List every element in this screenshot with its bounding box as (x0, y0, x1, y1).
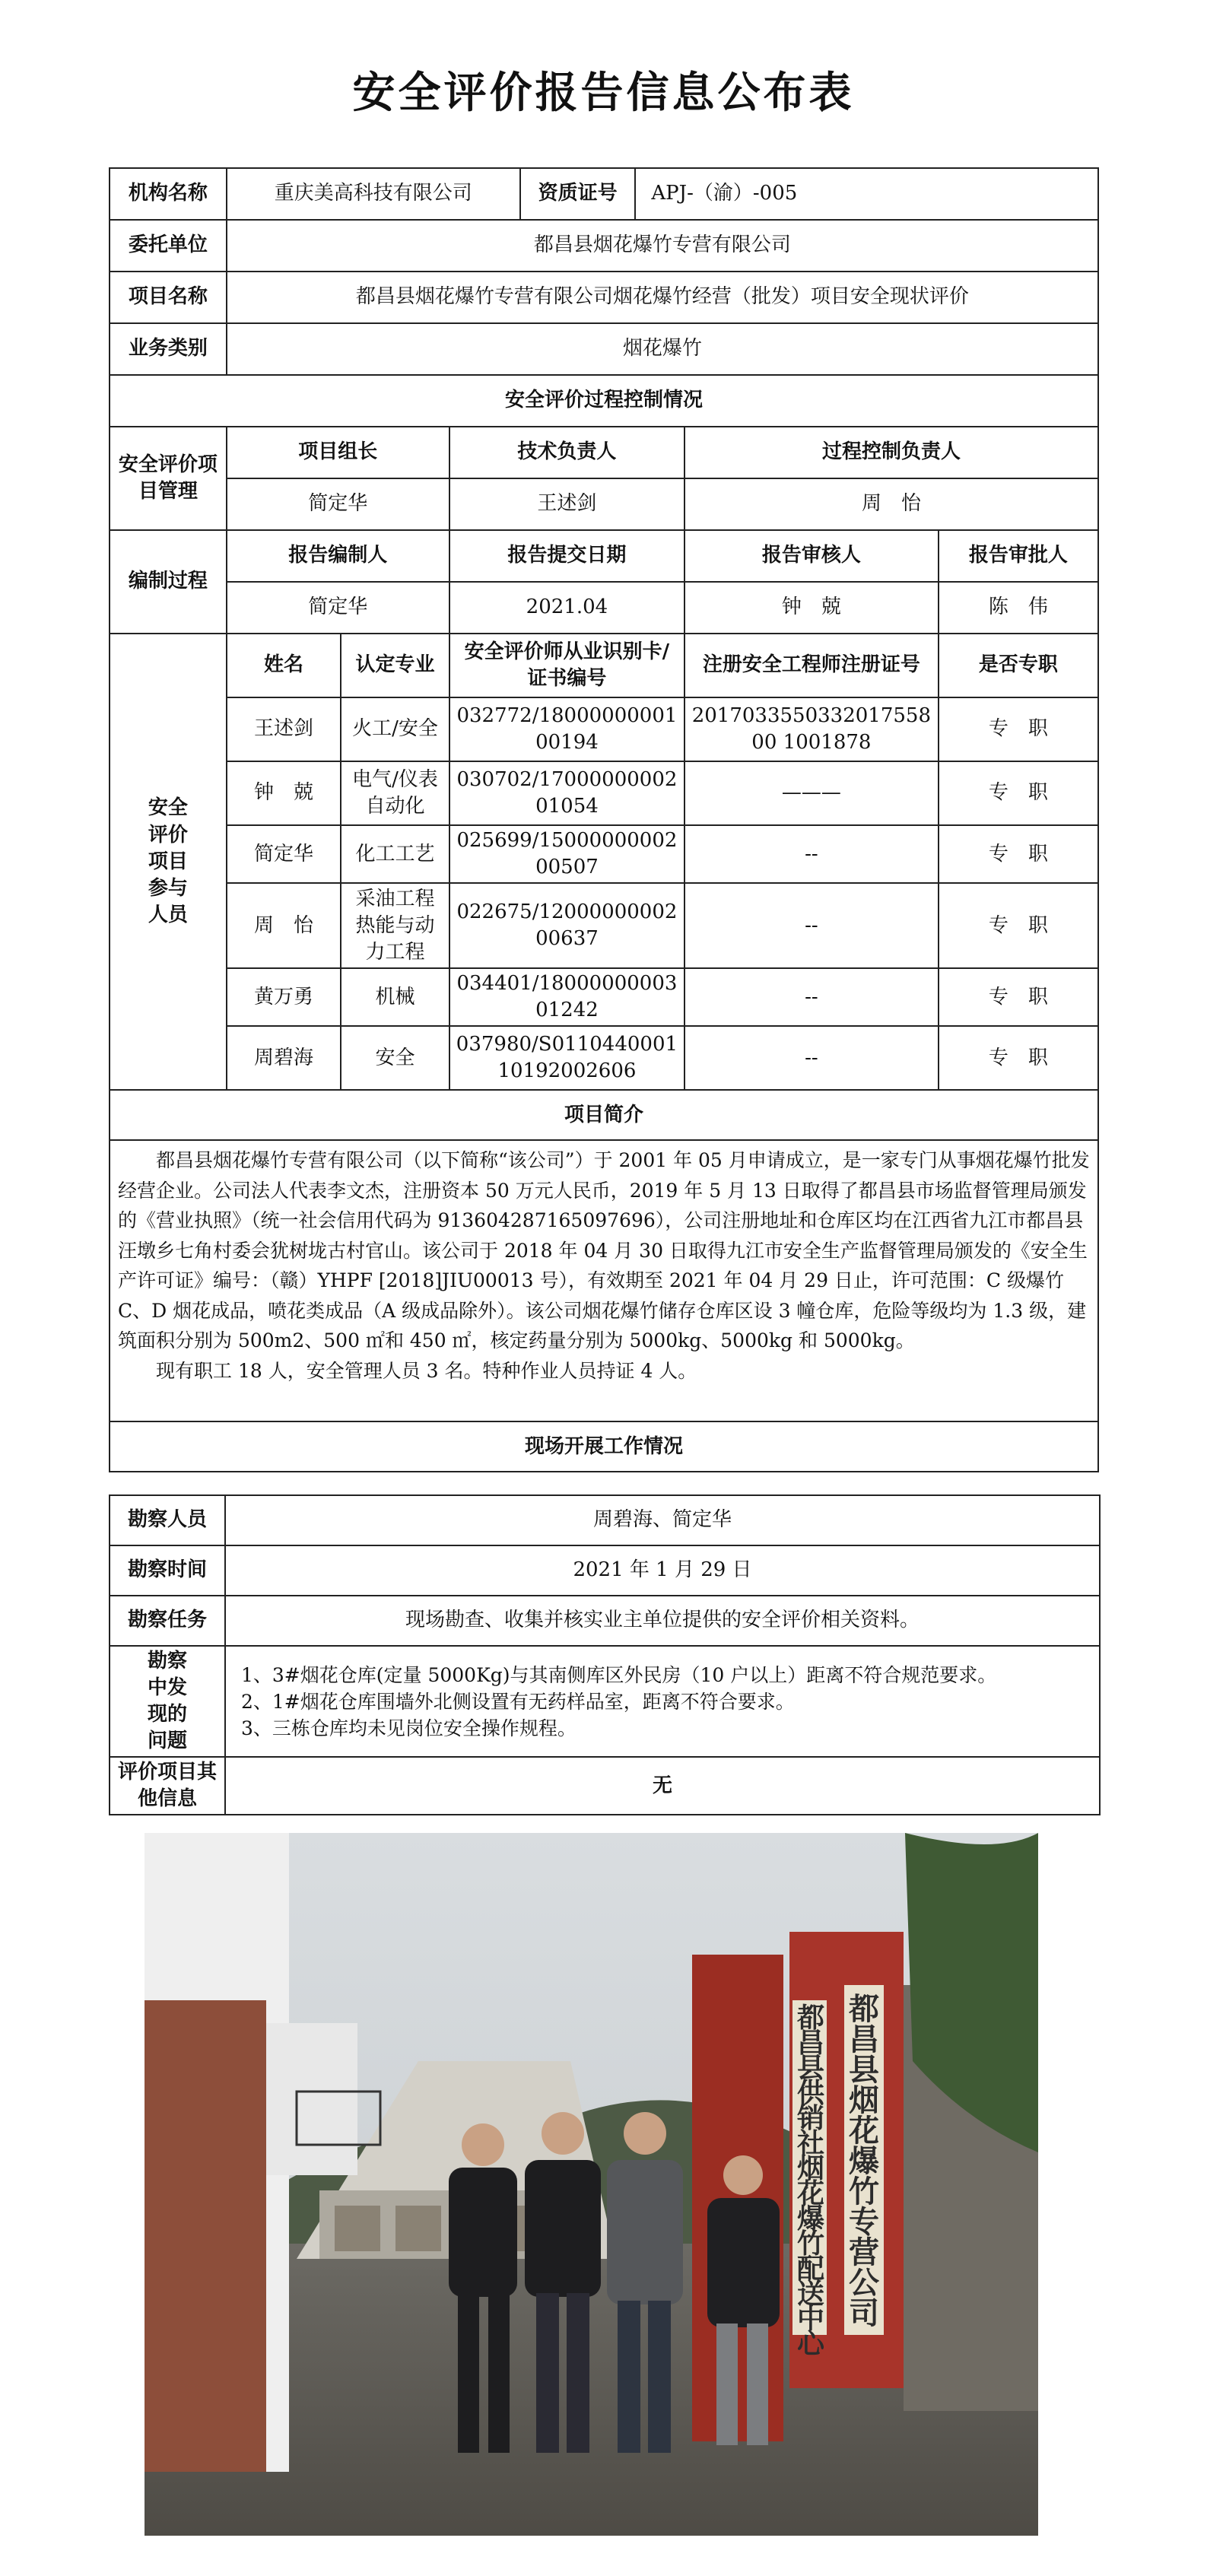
site-title: 现场开展工作情况 (110, 1421, 1098, 1472)
person-card: 034401/1800000000301242 (449, 968, 684, 1026)
client-label: 委托单位 (110, 220, 227, 272)
task-value: 现场勘查、收集并核实业主单位提供的安全评价相关资料。 (225, 1596, 1100, 1646)
compile-label: 编制过程 (110, 530, 227, 634)
control-value: 周 怡 (684, 478, 1098, 530)
reviewer-value: 钟 兢 (684, 582, 939, 634)
client-value: 都昌县烟花爆竹专营有限公司 (227, 220, 1098, 272)
person-major: 采油工程 热能与动力工程 (341, 883, 449, 968)
task-label: 勘察任务 (110, 1596, 225, 1646)
category-value: 烟花爆竹 (227, 323, 1098, 375)
person-fulltime: 专 职 (939, 968, 1098, 1026)
person-major: 电气/仪表自动化 (341, 761, 449, 825)
page-title: 安全评价报告信息公布表 (352, 68, 855, 118)
intro-title: 项目简介 (110, 1090, 1098, 1140)
issue-item: 1、3#烟花仓库(定量 5000Kg)与其南侧库区外民房（10 户以上）距离不符合规范要求。 (241, 1663, 997, 1686)
approver-header: 报告审批人 (939, 530, 1098, 582)
person-fulltime: 专 职 (939, 761, 1098, 825)
inspectors-value: 周碧海、简定华 (225, 1495, 1100, 1545)
tech-header: 技术负责人 (449, 427, 684, 478)
process-section-title: 安全评价过程控制情况 (110, 375, 1098, 427)
date-value: 2021.04 (449, 582, 684, 634)
col-card-header: 安全评价师从业识别卡/证书编号 (449, 634, 684, 697)
issues-list (225, 1646, 1100, 1757)
org-name-value: 重庆美高科技有限公司 (227, 168, 520, 220)
table-row (110, 883, 1098, 968)
person-name: 王述剑 (227, 697, 341, 761)
project-value: 都昌县烟花爆竹专营有限公司烟花爆竹经营（批发）项目安全现状评价 (227, 272, 1098, 323)
time-label: 勘察时间 (110, 1545, 225, 1596)
col-reg-header: 注册安全工程师注册证号 (684, 634, 939, 697)
person-name: 简定华 (227, 825, 341, 883)
approver-value: 陈 伟 (939, 582, 1098, 634)
other-value: 无 (225, 1757, 1100, 1815)
person-reg: -- (684, 883, 939, 968)
issue-item: 2、1#烟花仓库围墙外北侧设置有无药样品室，距离不符合要求。 (241, 1690, 795, 1713)
info-table (109, 167, 1099, 1472)
person-fulltime: 专 职 (939, 883, 1098, 968)
intro-paragraph: 都昌县烟花爆竹专营有限公司（以下简称“该公司”）于 2001 年 05 月申请成立，是一家专门从事烟花爆竹批发经营企业。公司法人代表李文杰，注册资本 50 万元人民币，2019 年 5 月 13 日取得了都昌县市场监督管理局颁发的《营业执照》（统一社会信用代码为 913604287165097696），公司注册地址和仓库区均在江西省九江市都昌县汪墩乡七角村委会犹树垅古村官山。该公司于 2018 年 04 月 30 日取得九江市安全生产监督管理局颁发的《安全生产许可证》编号：（赣）YHPF [2018]JIU00013 号），有效期至 2021 年 04 月 29 日止，许可范围：C 级爆竹 C、D 烟花成品，喷花类成品（A 级成品除外）。该公司烟花爆竹储存仓库区设 3 幢仓库，危险等级均为 1.3 级，建筑面积分别为 500m2、500 ㎡和 450 ㎡，核定药量分别为 5000kg、5000kg 和 5000kg。 (118, 1149, 1090, 1352)
col-fulltime-header: 是否专职 (939, 634, 1098, 697)
writer-value: 简定华 (227, 582, 449, 634)
date-header: 报告提交日期 (449, 530, 684, 582)
table-row (110, 968, 1098, 1026)
person-card: 030702/1700000000201054 (449, 761, 684, 825)
control-header: 过程控制负责人 (684, 427, 1098, 478)
person-card: 022675/1200000000200637 (449, 883, 684, 968)
table-row (110, 697, 1098, 761)
issues-label: 勘察中发现的问题 (110, 1646, 225, 1757)
leader-value: 简定华 (227, 478, 449, 530)
person-major: 安全 (341, 1026, 449, 1090)
intro-body (110, 1140, 1098, 1421)
person-major: 化工工艺 (341, 825, 449, 883)
sign-right-text: 都昌县烟花爆竹专营公司 (849, 1992, 879, 2331)
person-major: 机械 (341, 968, 449, 1026)
person-card: 037980/S011044000110192002606 (449, 1026, 684, 1090)
person-reg: -- (684, 825, 939, 883)
sign-left-text: 都昌县供销社烟花爆竹配送中心 (796, 2003, 825, 2360)
person-reg: ——— (684, 761, 939, 825)
reviewer-header: 报告审核人 (684, 530, 939, 582)
cert-value: APJ-（渝）-005 (635, 168, 1098, 220)
person-reg: -- (684, 1026, 939, 1090)
person-reg: -- (684, 968, 939, 1026)
person-card: 032772/1800000000100194 (449, 697, 684, 761)
org-name-label: 机构名称 (110, 168, 227, 220)
tech-value: 王述剑 (449, 478, 684, 530)
person-name: 钟 兢 (227, 761, 341, 825)
col-name-header: 姓名 (227, 634, 341, 697)
col-major-header: 认定专业 (341, 634, 449, 697)
site-table (109, 1494, 1101, 1815)
site-photo (145, 1833, 1038, 2536)
person-reg: 201703355033201755800 1001878 (684, 697, 939, 761)
person-name: 周碧海 (227, 1026, 341, 1090)
time-value: 2021 年 1 月 29 日 (225, 1545, 1100, 1596)
person-fulltime: 专 职 (939, 825, 1098, 883)
personnel-label: 安全评价项目参与人员 (110, 634, 227, 1090)
project-label: 项目名称 (110, 272, 227, 323)
inspectors-label: 勘察人员 (110, 1495, 225, 1545)
other-label: 评价项目其他信息 (110, 1757, 225, 1815)
person-name: 黄万勇 (227, 968, 341, 1026)
table-row (110, 761, 1098, 825)
person-card: 025699/1500000000200507 (449, 825, 684, 883)
person-fulltime: 专 职 (939, 1026, 1098, 1090)
intro-paragraph: 现有职工 18 人，安全管理人员 3 名。特种作业人员持证 4 人。 (156, 1359, 697, 1382)
issue-item: 3、三栋仓库均未见岗位安全操作规程。 (241, 1717, 577, 1739)
table-row (110, 825, 1098, 883)
mgmt-label: 安全评价项目管理 (110, 427, 227, 530)
person-major: 火工/安全 (341, 697, 449, 761)
leader-header: 项目组长 (227, 427, 449, 478)
person-fulltime: 专 职 (939, 697, 1098, 761)
category-label: 业务类别 (110, 323, 227, 375)
person-name: 周 怡 (227, 883, 341, 968)
writer-header: 报告编制人 (227, 530, 449, 582)
table-row (110, 1026, 1098, 1090)
cert-label: 资质证号 (520, 168, 636, 220)
